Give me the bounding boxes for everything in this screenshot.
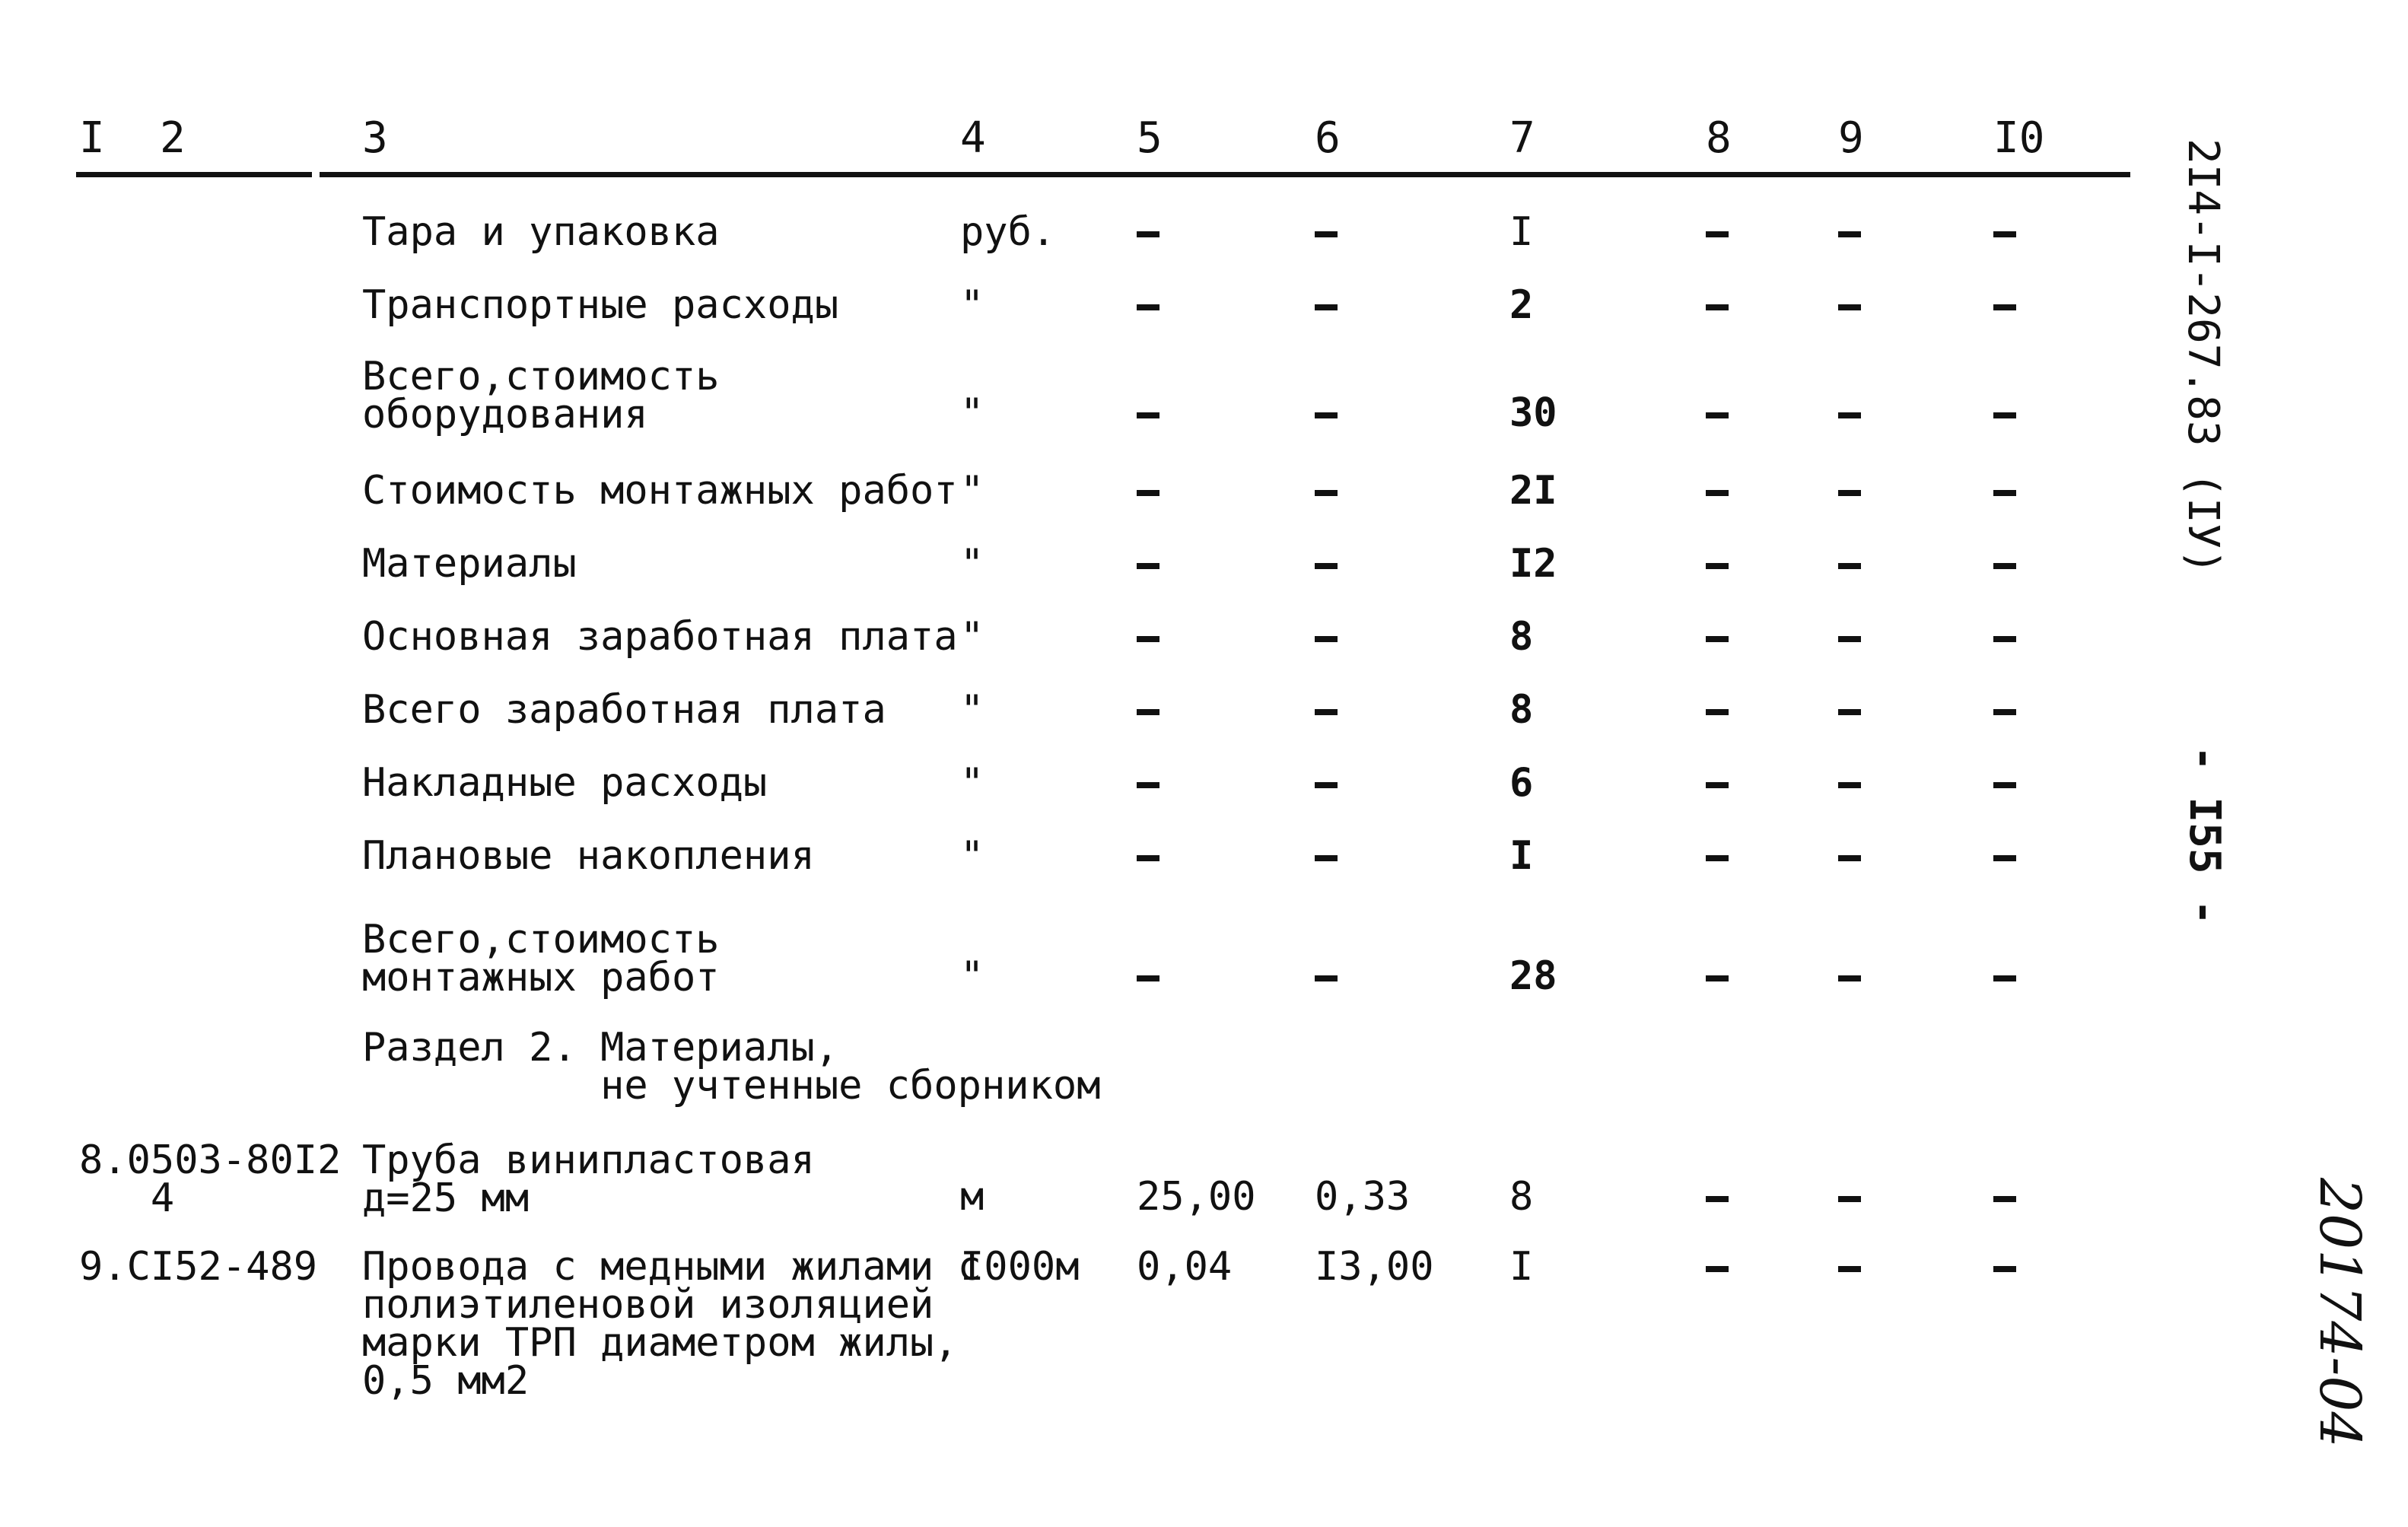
cell-c5 <box>1137 691 1159 729</box>
cell-c10 <box>1993 691 2016 729</box>
cell-c5 <box>1137 618 1159 656</box>
header-col-2: 2 <box>160 113 186 163</box>
dash-mark <box>1315 855 1338 861</box>
cell-c5: 0,04 <box>1137 1244 1233 1290</box>
page-number: - I55 - <box>2180 746 2229 926</box>
dash-mark <box>1315 304 1338 310</box>
cell-c9 <box>1838 1178 1861 1216</box>
dash-mark <box>1315 563 1338 569</box>
cell-name: Всего,стоимость оборудования <box>362 354 720 437</box>
cell-c9 <box>1838 764 1861 802</box>
cell-unit: " <box>960 953 985 999</box>
cell-c5 <box>1137 764 1159 802</box>
cell-c6 <box>1315 213 1338 251</box>
cell-name: Стоимость монтажных работ <box>362 468 958 514</box>
cell-c9 <box>1838 545 1861 583</box>
cell-c10 <box>1993 472 2016 510</box>
dash-mark <box>1706 782 1729 788</box>
cell-unit: " <box>960 687 985 733</box>
dash-mark <box>1838 1266 1861 1272</box>
dash-mark <box>1706 563 1729 569</box>
dash-mark <box>1993 231 2016 237</box>
cell-c6: I3,00 <box>1315 1244 1434 1290</box>
cell-c7: I2 <box>1509 541 1557 587</box>
dash-mark <box>1993 304 2016 310</box>
cell-c5 <box>1137 545 1159 583</box>
dash-mark <box>1137 782 1159 788</box>
cell-c8 <box>1706 213 1729 251</box>
cell-c8 <box>1706 286 1729 324</box>
dash-mark <box>1838 490 1861 496</box>
cell-c8 <box>1706 1248 1729 1286</box>
cell-c6 <box>1315 472 1338 510</box>
cell-c7: 8 <box>1509 1174 1534 1220</box>
header-col-9: 9 <box>1838 113 1864 163</box>
dash-mark <box>1706 1266 1729 1272</box>
cell-c10 <box>1993 286 2016 324</box>
cell-c7: 28 <box>1509 953 1557 999</box>
cell-c8 <box>1706 618 1729 656</box>
header-col-10: I0 <box>1993 113 2045 163</box>
dash-mark <box>1706 709 1729 715</box>
dash-mark <box>1993 490 2016 496</box>
cell-c5 <box>1137 957 1159 995</box>
section-heading: Раздел 2. Материалы, не учтенные сборником <box>362 1025 1101 1109</box>
dash-mark <box>1315 490 1338 496</box>
cell-name: Плановые накопления <box>362 833 815 879</box>
cell-c7: 30 <box>1509 390 1557 436</box>
cell-c9 <box>1838 618 1861 656</box>
cell-c9 <box>1838 691 1861 729</box>
cell-c10 <box>1993 618 2016 656</box>
cell-c9 <box>1838 472 1861 510</box>
dash-mark <box>1838 636 1861 642</box>
cell-c7: 2 <box>1509 282 1534 328</box>
dash-mark <box>1993 563 2016 569</box>
cell-c9 <box>1838 837 1861 875</box>
cell-c10 <box>1993 545 2016 583</box>
dash-mark <box>1137 855 1159 861</box>
cell-c8 <box>1706 472 1729 510</box>
cell-c8 <box>1706 545 1729 583</box>
cell-c5 <box>1137 394 1159 432</box>
cell-c9 <box>1838 394 1861 432</box>
dash-mark <box>1838 855 1861 861</box>
cell-c10 <box>1993 213 2016 251</box>
cell-c8 <box>1706 837 1729 875</box>
dash-mark <box>1993 782 2016 788</box>
cell-unit: " <box>960 390 985 436</box>
dash-mark <box>1838 231 1861 237</box>
dash-mark <box>1838 304 1861 310</box>
cell-c8 <box>1706 957 1729 995</box>
dash-mark <box>1706 231 1729 237</box>
cell-c7: I <box>1509 1244 1534 1290</box>
cell-unit: " <box>960 614 985 660</box>
cell-c10 <box>1993 1178 2016 1216</box>
dash-mark <box>1838 975 1861 981</box>
dash-mark <box>1993 975 2016 981</box>
header-rule-right <box>320 172 2130 177</box>
cell-name: Тара и упаковка <box>362 209 720 255</box>
dash-mark <box>1993 1196 2016 1202</box>
dash-mark <box>1706 490 1729 496</box>
dash-mark <box>1993 709 2016 715</box>
cell-c6 <box>1315 618 1338 656</box>
dash-mark <box>1315 231 1338 237</box>
cell-name: Всего,стоимость монтажных работ <box>362 917 720 1001</box>
cell-c7: 6 <box>1509 760 1534 806</box>
header-rule-left <box>76 172 312 177</box>
header-col-7: 7 <box>1509 113 1535 163</box>
dash-mark <box>1315 975 1338 981</box>
dash-mark <box>1137 709 1159 715</box>
cell-unit: руб. <box>960 209 1056 255</box>
dash-mark <box>1137 636 1159 642</box>
cell-name: Провода с медными жилами с полиэтиленовой изоляцией марки ТРП диаметром жилы, 0,5 мм2 <box>362 1244 981 1404</box>
cell-c6 <box>1315 764 1338 802</box>
cell-c5 <box>1137 286 1159 324</box>
cell-c6 <box>1315 957 1338 995</box>
cell-c6 <box>1315 837 1338 875</box>
cell-c9 <box>1838 1248 1861 1286</box>
header-col-3: 3 <box>362 113 388 163</box>
dash-mark <box>1137 412 1159 418</box>
cell-unit: " <box>960 282 985 328</box>
cell-c7: 2I <box>1509 468 1557 514</box>
header-col-1: I <box>79 113 105 163</box>
cell-c7: 8 <box>1509 687 1534 733</box>
cell-name: Материалы <box>362 541 577 587</box>
dash-mark <box>1838 563 1861 569</box>
dash-mark <box>1706 975 1729 981</box>
dash-mark <box>1838 709 1861 715</box>
dash-mark <box>1315 636 1338 642</box>
cell-c7: I <box>1509 209 1534 255</box>
dash-mark <box>1838 1196 1861 1202</box>
dash-mark <box>1315 782 1338 788</box>
cell-unit: " <box>960 468 985 514</box>
cell-name: Накладные расходы <box>362 760 768 806</box>
cell-c6 <box>1315 691 1338 729</box>
cell-c6: 0,33 <box>1315 1174 1411 1220</box>
dash-mark <box>1315 709 1338 715</box>
cell-c10 <box>1993 837 2016 875</box>
cell-c10 <box>1993 957 2016 995</box>
cell-unit: " <box>960 541 985 587</box>
dash-mark <box>1315 412 1338 418</box>
dash-mark <box>1706 636 1729 642</box>
dash-mark <box>1706 855 1729 861</box>
dash-mark <box>1706 304 1729 310</box>
header-col-8: 8 <box>1706 113 1732 163</box>
cell-c9 <box>1838 957 1861 995</box>
cell-name: Транспортные расходы <box>362 282 839 328</box>
dash-mark <box>1993 1266 2016 1272</box>
cell-unit: м <box>960 1174 985 1220</box>
cell-unit: I000м <box>960 1244 1080 1290</box>
cell-c8 <box>1706 394 1729 432</box>
cell-name: Труба винипластовая д=25 мм <box>362 1137 815 1221</box>
dash-mark <box>1706 412 1729 418</box>
dash-mark <box>1137 304 1159 310</box>
dash-mark <box>1838 782 1861 788</box>
dash-mark <box>1993 412 2016 418</box>
cell-c6 <box>1315 545 1338 583</box>
header-col-4: 4 <box>960 113 986 163</box>
cell-c10 <box>1993 1248 2016 1286</box>
dash-mark <box>1137 490 1159 496</box>
cell-c5 <box>1137 213 1159 251</box>
dash-mark <box>1137 563 1159 569</box>
cell-code: 8.0503-80I2 4 <box>79 1137 342 1221</box>
dash-mark <box>1993 855 2016 861</box>
cell-c9 <box>1838 213 1861 251</box>
cell-name: Всего заработная плата <box>362 687 886 733</box>
cell-c8 <box>1706 1178 1729 1216</box>
cell-c10 <box>1993 764 2016 802</box>
dash-mark <box>1706 1196 1729 1202</box>
dash-mark <box>1137 975 1159 981</box>
cell-code: 9.CI52-489 <box>79 1244 318 1290</box>
dash-mark <box>1993 636 2016 642</box>
cell-c6 <box>1315 286 1338 324</box>
dash-mark <box>1137 231 1159 237</box>
cell-c9 <box>1838 286 1861 324</box>
cell-c7: 8 <box>1509 614 1534 660</box>
header-col-5: 5 <box>1137 113 1163 163</box>
handwritten-stamp: 20174-04 <box>2307 1178 2372 1448</box>
cell-c7: I <box>1509 833 1534 879</box>
cell-unit: " <box>960 833 985 879</box>
cell-c6 <box>1315 394 1338 432</box>
document-code: 2I4-I-267.83 (IУ) <box>2178 138 2228 575</box>
cell-c10 <box>1993 394 2016 432</box>
cell-c5 <box>1137 837 1159 875</box>
header-col-6: 6 <box>1315 113 1341 163</box>
cell-unit: " <box>960 760 985 806</box>
dash-mark <box>1838 412 1861 418</box>
cell-c5 <box>1137 472 1159 510</box>
cell-c5: 25,00 <box>1137 1174 1256 1220</box>
cell-name: Основная заработная плата <box>362 614 958 660</box>
cell-c8 <box>1706 691 1729 729</box>
cell-c8 <box>1706 764 1729 802</box>
